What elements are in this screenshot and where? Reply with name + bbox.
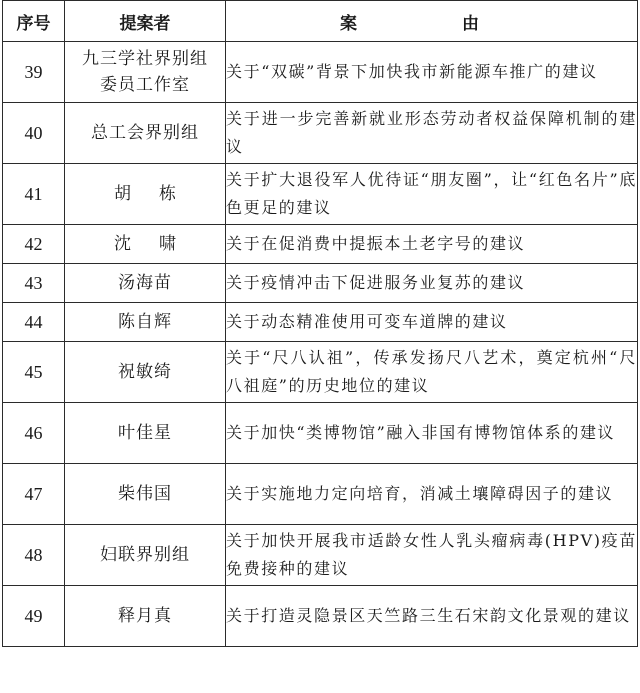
table-row [3,264,638,303]
proposals-table [2,0,638,647]
row-no: 48 [3,525,65,586]
row-author: 柴伟国 [65,464,226,525]
row-topic: 关于进一步完善新就业形态劳动者权益保障机制的建议 [226,103,638,164]
row-no: 45 [3,342,65,403]
row-no: 39 [3,42,65,103]
table-row [3,225,638,264]
table-row [3,403,638,464]
row-topic: 关于扩大退役军人优待证“朋友圈”，让“红色名片”底色更足的建议 [226,164,638,225]
row-author: 沈啸 [65,225,226,264]
row-author: 汤海苗 [65,264,226,303]
table-header-row [3,1,638,42]
row-topic: 关于加快“类博物馆”融入非国有博物馆体系的建议 [226,403,638,464]
row-no: 44 [3,303,65,342]
table-row [3,42,638,103]
row-author [65,42,226,103]
row-no: 40 [3,103,65,164]
row-topic: 关于“尺八认祖”，传承发扬尺八艺术，奠定杭州“尺八祖庭”的历史地位的建议 [226,342,638,403]
row-no: 41 [3,164,65,225]
table-row [3,103,638,164]
row-author-line2: 委员工作室 [100,75,190,95]
row-no: 49 [3,586,65,647]
row-topic: 关于动态精准使用可变车道牌的建议 [226,303,638,342]
header-topic: 案 由 [226,1,638,42]
row-no: 42 [3,225,65,264]
row-author: 胡栋 [65,164,226,225]
table-row [3,342,638,403]
row-author-line1: 九三学社界别组 [82,49,208,69]
row-author: 释月真 [65,586,226,647]
table-row [3,525,638,586]
row-author: 总工会界别组 [65,103,226,164]
row-topic: 关于“双碳”背景下加快我市新能源车推广的建议 [226,42,638,103]
row-topic: 关于疫情冲击下促进服务业复苏的建议 [226,264,638,303]
table-row [3,464,638,525]
row-topic: 关于打造灵隐景区天竺路三生石宋韵文化景观的建议 [226,586,638,647]
row-no: 46 [3,403,65,464]
row-topic: 关于在促消费中提振本土老字号的建议 [226,225,638,264]
row-topic: 关于实施地力定向培育，消减土壤障碍因子的建议 [226,464,638,525]
row-author: 妇联界别组 [65,525,226,586]
row-author: 叶佳星 [65,403,226,464]
row-no: 43 [3,264,65,303]
row-no: 47 [3,464,65,525]
header-author: 提案者 [65,1,226,42]
row-topic: 关于加快开展我市适龄女性人乳头瘤病毒(HPV)疫苗免费接种的建议 [226,525,638,586]
table-row [3,164,638,225]
table-row [3,303,638,342]
row-author: 陈自辉 [65,303,226,342]
table-row [3,586,638,647]
header-no: 序号 [3,1,65,42]
row-author: 祝敏绮 [65,342,226,403]
